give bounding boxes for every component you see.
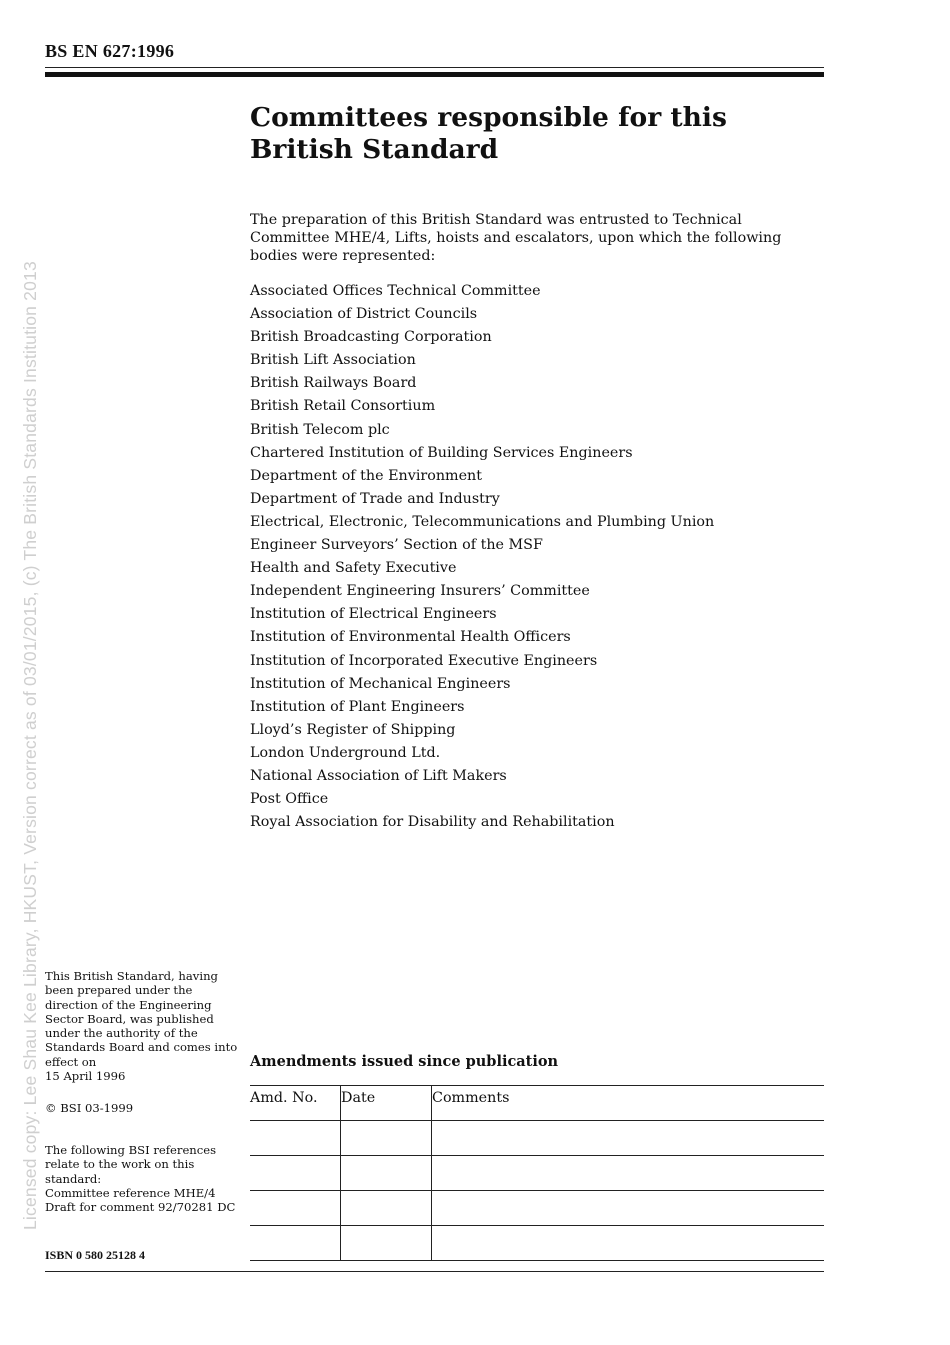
isbn: ISBN 0 580 25128 4 bbox=[45, 1248, 146, 1262]
table-header-row bbox=[250, 1086, 824, 1121]
list-item: British Telecom plc bbox=[250, 421, 390, 438]
list-item: Post Office bbox=[250, 791, 329, 808]
table-cell bbox=[341, 1226, 432, 1261]
list-item: Department of the Environment bbox=[250, 467, 483, 484]
list-item: Institution of Environmental Health Officers bbox=[250, 629, 571, 646]
header-rule-thin bbox=[45, 67, 824, 68]
table-cell bbox=[250, 1121, 341, 1156]
table-row bbox=[250, 1226, 824, 1261]
list-item: British Broadcasting Corporation bbox=[250, 329, 492, 346]
list-item: Associated Offices Technical Committee bbox=[250, 283, 541, 299]
table-row bbox=[250, 1191, 824, 1226]
table-row bbox=[250, 1156, 824, 1191]
effective-date: 15 April 1996 bbox=[45, 1069, 126, 1084]
table-cell bbox=[432, 1226, 825, 1261]
table-row bbox=[250, 1121, 824, 1156]
committee-reference: Committee reference MHE/4 bbox=[45, 1185, 216, 1200]
draft-reference: Draft for comment 92/70281 DC bbox=[45, 1200, 236, 1215]
list-item: Independent Engineering Insurers’ Committee bbox=[250, 583, 590, 600]
list-item: Health and Safety Executive bbox=[250, 560, 457, 577]
list-item: Association of District Councils bbox=[250, 306, 478, 323]
intro-paragraph: The preparation of this British Standard was entrusted to Technical Committee MHE/4, Lifts, hoists and escalators, upon which the following bodies were represented: bbox=[250, 212, 782, 264]
document-id: BS EN 627:1996 bbox=[45, 41, 175, 61]
list-item: Department of Trade and Industry bbox=[250, 490, 500, 507]
table-cell bbox=[341, 1191, 432, 1226]
column-header-amd-no: Amd. No. bbox=[250, 1086, 341, 1121]
table-cell bbox=[432, 1121, 825, 1156]
list-item: Institution of Electrical Engineers bbox=[250, 606, 497, 623]
list-item: Chartered Institution of Building Services Engineers bbox=[250, 444, 633, 461]
copyright-notice: © BSI 03-1999 bbox=[45, 1101, 134, 1115]
list-item: Institution of Mechanical Engineers bbox=[250, 675, 511, 692]
list-item: Engineer Surveyors’ Section of the MSF bbox=[250, 537, 543, 554]
header-rule-thick bbox=[45, 72, 824, 77]
references-intro: The following BSI references relate to the work on this standard: bbox=[45, 1143, 217, 1186]
amendments-heading: Amendments issued since publication bbox=[250, 1053, 559, 1070]
table-cell bbox=[432, 1156, 825, 1191]
amendments-table bbox=[250, 1085, 824, 1261]
footer-rule bbox=[45, 1271, 824, 1272]
list-item: Royal Association for Disability and Rehabilitation bbox=[250, 814, 615, 831]
list-item: National Association of Lift Makers bbox=[250, 767, 507, 784]
bsi-references bbox=[45, 1143, 245, 1214]
column-header-comments: Comments bbox=[432, 1086, 825, 1121]
list-item: Institution of Incorporated Executive Engineers bbox=[250, 652, 598, 669]
list-item: British Retail Consortium bbox=[250, 398, 436, 415]
page-title: Committees responsible for this British Standard bbox=[250, 102, 727, 165]
table-cell bbox=[341, 1121, 432, 1156]
list-item: Lloyd’s Register of Shipping bbox=[250, 721, 456, 738]
table-cell bbox=[250, 1156, 341, 1191]
publication-note bbox=[45, 969, 245, 1083]
license-watermark: Licensed copy: Lee Shau Kee Library, HKUST, Version correct as of 03/01/2015, (c) The British Standards Institution 2013 bbox=[20, 261, 40, 1230]
table-cell bbox=[341, 1156, 432, 1191]
publication-note-text: This British Standard, having been prepared under the direction of the Engineering Sector Board, was published under the authority of the Standards Board and comes into effect on bbox=[45, 969, 238, 1069]
represented-bodies-list bbox=[250, 280, 714, 834]
table-cell bbox=[432, 1191, 825, 1226]
list-item: Institution of Plant Engineers bbox=[250, 698, 465, 715]
list-item: Electrical, Electronic, Telecommunications and Plumbing Union bbox=[250, 513, 715, 530]
column-header-date: Date bbox=[341, 1086, 432, 1121]
table-cell bbox=[250, 1191, 341, 1226]
list-item: London Underground Ltd. bbox=[250, 744, 441, 761]
table-cell bbox=[250, 1226, 341, 1261]
list-item: British Lift Association bbox=[250, 352, 416, 369]
list-item: British Railways Board bbox=[250, 375, 417, 392]
